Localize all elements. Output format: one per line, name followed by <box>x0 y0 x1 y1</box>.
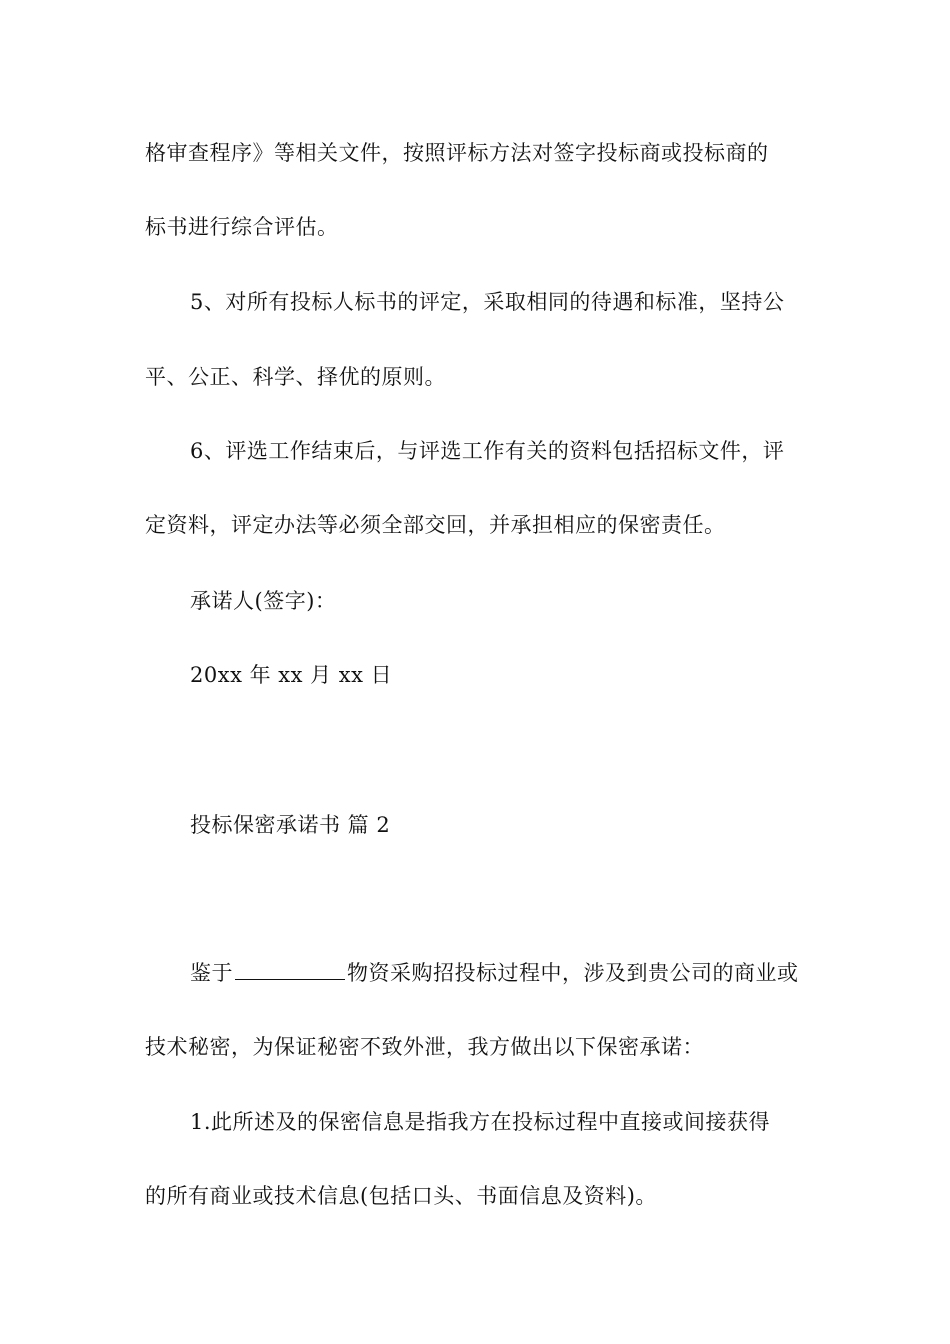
paragraph-text: 物资采购招投标过程中，涉及到贵公司的商业或 <box>347 961 799 985</box>
date-line: 20xx 年 xx 月 xx 日 <box>190 663 393 687</box>
paragraph-prefix: 鉴于 <box>190 961 233 985</box>
paragraph-line: 标书进行综合评估。 <box>145 215 339 239</box>
paragraph-line: 6、评选工作结束后，与评选工作有关的资料包括招标文件，评 <box>190 439 785 463</box>
paragraph-line: 的所有商业或技术信息(包括口头、书面信息及资料)。 <box>145 1184 657 1208</box>
fill-in-blank <box>235 959 345 980</box>
paragraph-line: 技术秘密，为保证秘密不致外泄，我方做出以下保密承诺： <box>145 1035 704 1059</box>
signatory-label: 承诺人(签字)： <box>190 589 337 613</box>
paragraph-line: 5、对所有投标人标书的评定，采取相同的待遇和标准，坚持公 <box>190 290 785 314</box>
paragraph-line <box>190 958 810 988</box>
paragraph-line: 定资料，评定办法等必须全部交回，并承担相应的保密责任。 <box>145 513 726 537</box>
paragraph-line: 1.此所述及的保密信息是指我方在投标过程中直接或间接获得 <box>190 1110 771 1134</box>
section-heading: 投标保密承诺书 篇 2 <box>190 813 391 837</box>
paragraph-line: 平、公正、科学、择优的原则。 <box>145 365 446 389</box>
paragraph-line: 格审查程序》等相关文件，按照评标方法对签字投标商或投标商的 <box>145 141 769 165</box>
